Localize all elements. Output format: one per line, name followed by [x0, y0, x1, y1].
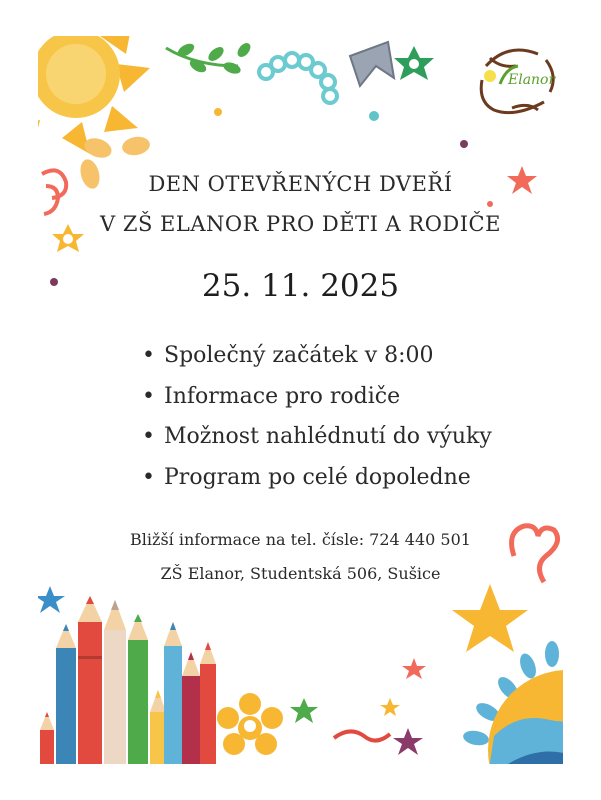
title-line-2: V ZŠ ELANOR PRO DĚTI A RODIČE: [100, 212, 501, 236]
event-date: 25. 11. 2025: [201, 268, 400, 304]
swirl-icon: [334, 731, 390, 740]
sun-icon: [38, 36, 151, 191]
list-item: • Informace pro rodiče: [142, 377, 492, 418]
dot-icon: [460, 140, 468, 148]
chain-icon: [259, 53, 337, 103]
logo-text: Elanor: [508, 72, 556, 88]
pencils-icon: [40, 596, 216, 764]
star-icon: [290, 698, 318, 723]
sun-icon: [462, 641, 563, 764]
star-icon: [402, 658, 426, 679]
list-item: • Program po celé dopoledne: [142, 458, 492, 499]
dot-icon: [214, 108, 222, 116]
star-icon: [38, 586, 65, 613]
dot-icon: [487, 201, 493, 207]
dot-icon: [369, 111, 379, 121]
flower-icon: [217, 693, 283, 755]
vine-icon: [166, 41, 253, 76]
school-address: ZŠ Elanor, Studentská 506, Sušice: [160, 564, 441, 583]
program-list: [142, 336, 492, 498]
contact-info: Bližší informace na tel. čísle: 724 440 501: [130, 530, 471, 549]
list-item: • Společný začátek v 8:00: [142, 336, 492, 377]
star-icon: [380, 698, 400, 716]
title-line-1: DEN OTEVŘENÝCH DVEŘÍ: [148, 172, 453, 196]
star-icon: [393, 728, 423, 755]
star-icon: [452, 584, 528, 652]
poster: [38, 36, 563, 764]
flower-icon: [394, 46, 434, 80]
logo-flower-icon: [484, 70, 496, 82]
shape-icon: [350, 42, 394, 86]
list-item: • Možnost nahlédnutí do výuky: [142, 417, 492, 458]
